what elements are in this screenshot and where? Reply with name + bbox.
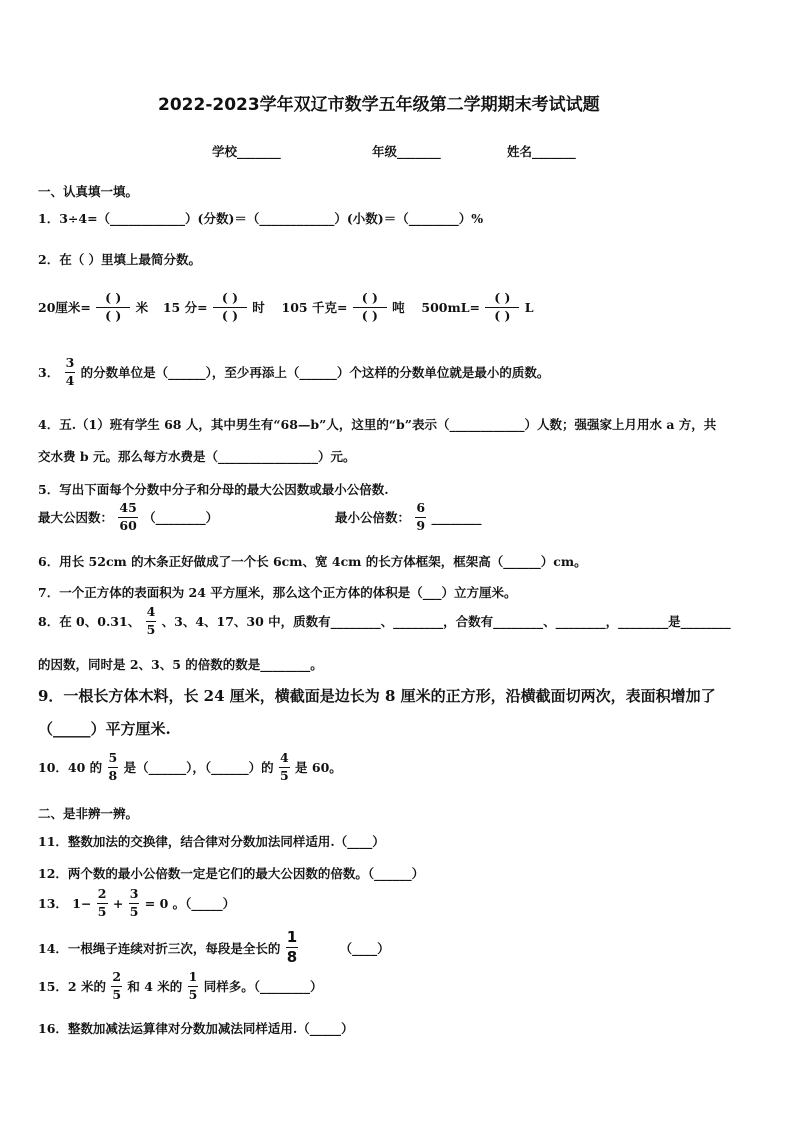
fraction: [108, 752, 119, 782]
question-14: [38, 930, 390, 965]
fraction-numerator: 2: [97, 888, 108, 904]
fraction-numerator: 4: [279, 752, 290, 768]
fraction-denominator[interactable]: ( ): [494, 307, 511, 323]
fraction-numerator: 45: [118, 502, 137, 518]
school-field[interactable]: 学校_______: [212, 144, 281, 159]
fraction: [118, 502, 137, 532]
q14-blank[interactable]: （____）: [339, 940, 390, 956]
fraction-numerator: 3: [65, 357, 76, 373]
fraction-denominator: 5: [129, 903, 139, 919]
q2-a-unit: 米: [135, 300, 149, 315]
q5-gcd-label: 最大公因数：: [38, 510, 114, 525]
question-3: [38, 357, 549, 387]
fraction-denominator: 8: [286, 948, 298, 966]
q10-prefix: 10．40 的: [38, 760, 103, 775]
fraction[interactable]: [353, 292, 387, 322]
section-heading-1: 一、认真填一填。: [38, 184, 139, 199]
question-9-line-2: （_____）平方厘米.: [38, 720, 171, 738]
fraction: [129, 888, 140, 918]
fraction-denominator: 60: [119, 517, 137, 533]
question-4-line-2: 交水费 b 元。那么每方水费是（________________）元。: [38, 449, 356, 464]
q5-gcd-blank[interactable]: （________）: [143, 510, 219, 525]
q13-suffix: = 0 。（_____）: [144, 896, 236, 911]
fraction-denominator: 5: [146, 621, 156, 637]
fraction-denominator: 5: [279, 767, 289, 783]
question-12: 12．两个数的最小公倍数一定是它们的最大公因数的倍数。（______）: [38, 866, 425, 881]
fraction-numerator: 6: [415, 502, 426, 518]
fraction-numerator[interactable]: ( ): [213, 292, 247, 308]
question-8-line-2: 的因数，同时是 2、3、5 的倍数的数是________。: [38, 657, 323, 672]
q2-a-label: 20厘米=: [38, 300, 91, 315]
fraction-numerator[interactable]: ( ): [353, 292, 387, 308]
fraction: [111, 971, 122, 1001]
question-13: [38, 888, 235, 918]
fraction: [65, 357, 76, 387]
q8-prefix: 8．在 0、0.31、: [38, 614, 141, 629]
fraction[interactable]: [96, 292, 130, 322]
fraction-numerator: 3: [129, 888, 140, 904]
question-11: 11．整数加法的交换律，结合律对分数加法同样适用.（____）: [38, 834, 385, 849]
fraction-denominator: 4: [65, 372, 75, 388]
q10-suffix: 是 60。: [295, 760, 342, 775]
question-4-line-1: 4．五.（1）班有学生 68 人，其中男生有“68—b”人，这里的“b”表示（____________）人数；强强家上月用水 a 方，共: [38, 417, 717, 432]
fraction-denominator[interactable]: ( ): [361, 307, 378, 323]
fraction-numerator[interactable]: ( ): [485, 292, 519, 308]
section-heading-2: 二、是非辨一辨。: [38, 806, 139, 821]
question-2: 2．在（ ）里填上最简分数。: [38, 252, 202, 267]
question-2-row: [38, 292, 534, 322]
q5-lcm: [335, 502, 481, 532]
q2-c-label: 105 千克=: [281, 300, 348, 315]
fraction-denominator: 5: [112, 986, 122, 1002]
fraction: [188, 971, 199, 1001]
grade-field[interactable]: 年级_______: [372, 144, 441, 159]
fraction-numerator: 4: [146, 606, 157, 622]
question-5: 5．写出下面每个分数中分子和分母的最大公因数或最小公倍数.: [38, 482, 389, 497]
q3-text: 的分数单位是（______），至少再添上（______）个这样的分数单位就是最小的质数。: [80, 365, 550, 380]
question-1: 1．3÷4=（____________）(分数)＝（____________）(小数)＝（________）%: [38, 211, 484, 226]
q15-suffix: 同样多。（________）: [203, 979, 323, 994]
question-10: [38, 752, 342, 782]
question-15: [38, 971, 322, 1001]
q15-mid: 和 4 米的: [127, 979, 183, 994]
fraction: [279, 752, 290, 782]
q13-number: 13．: [38, 896, 68, 911]
fraction-denominator: 5: [188, 986, 198, 1002]
fraction-numerator: 1: [286, 928, 298, 946]
q8-text: 、3、4、17、30 中，质数有________、________，合数有________、________，________是________: [161, 614, 731, 629]
question-9-line-1: 9．一根长方体木料，长 24 厘米，横截面是边长为 8 厘米的正方形，沿横截面切两次，表面积增加了: [38, 687, 716, 705]
q2-d-unit: L: [524, 299, 534, 315]
question-7: 7．一个正方体的表面积为 24 平方厘米，那么这个正方体的体积是（___）立方厘米。: [38, 585, 517, 600]
name-field[interactable]: 姓名_______: [507, 144, 576, 159]
question-6: 6．用长 52cm 的木条正好做成了一个长 6cm、宽 4cm 的长方体框架，框架高（______）cm。: [38, 554, 587, 569]
fraction-numerator[interactable]: ( ): [96, 292, 130, 308]
fraction-denominator: 8: [108, 767, 118, 783]
fraction: [415, 502, 426, 532]
fraction-numerator: 1: [188, 971, 199, 987]
question-16: 16．整数加减法运算律对分数加减法同样适用.（_____）: [38, 1021, 354, 1036]
fraction-numerator: 5: [108, 752, 119, 768]
q5-gcd: [38, 502, 218, 532]
q2-b-unit: 时: [252, 300, 265, 315]
fraction-denominator: 5: [97, 903, 107, 919]
question-8: [38, 606, 731, 636]
fraction: [97, 888, 108, 918]
q2-b-label: 15 分=: [162, 300, 208, 315]
fraction-numerator: 2: [111, 971, 122, 987]
q2-d-label: 500mL=: [421, 299, 480, 315]
fraction[interactable]: [485, 292, 519, 322]
q5-lcm-label: 最小公倍数：: [335, 510, 411, 525]
q15-prefix: 15．2 米的: [38, 979, 106, 994]
fraction: [286, 930, 298, 965]
q13-term: 1−: [72, 895, 92, 911]
q2-c-unit: 吨: [392, 300, 405, 315]
q13-plus: +: [112, 895, 124, 911]
q5-lcm-blank[interactable]: ________: [431, 509, 482, 525]
fraction: [146, 606, 157, 636]
page-title: 2022-2023学年双辽市数学五年级第二学期期末考试试题: [158, 95, 600, 115]
fraction-denominator[interactable]: ( ): [221, 307, 239, 323]
q14-text: 14．一根绳子连续对折三次，每段是全长的: [38, 940, 281, 956]
q10-mid: 是（______），（______）的: [123, 760, 274, 775]
fraction-denominator[interactable]: ( ): [105, 307, 122, 323]
q3-number: 3．: [38, 365, 60, 380]
fraction-denominator: 9: [416, 517, 426, 533]
fraction[interactable]: [213, 292, 247, 322]
